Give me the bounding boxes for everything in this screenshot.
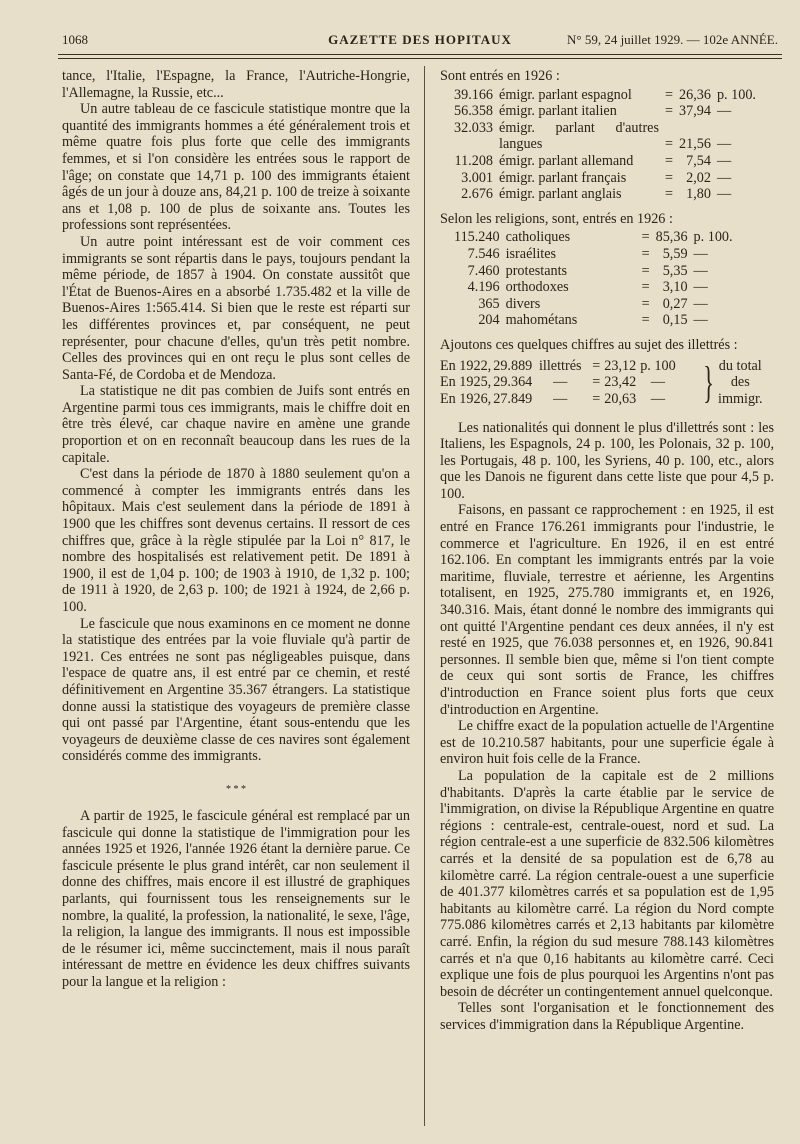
count-cell: 32.033	[454, 119, 494, 136]
count-cell: 2.676	[461, 186, 494, 203]
label-cell: catholiques	[505, 229, 571, 246]
percent-cell: 23,12	[604, 357, 637, 374]
issue-info: N° 59, 24 juillet 1929. — 102e ANNÉE.	[566, 32, 778, 47]
unit-cell: —	[716, 136, 732, 153]
count-cell: 204	[478, 312, 500, 329]
unit-cell: —	[693, 245, 708, 262]
count-cell: 27.849	[493, 390, 533, 407]
year-cell: En 1926,	[440, 390, 492, 407]
religions-intro: Selon les religions, sont, entrés en 1926 :	[440, 210, 673, 227]
unit-cell: —	[650, 390, 666, 407]
paragraph: Le fascicule que nous examinons en ce moment ne donne la statistique des entrées par la voie fluviale qu'à partir de 1921. Ces entrées ne sont pas négligeables puisque, dans l'espace de quatre ans, il est entré par ce chemin, et resté définitivement en Argentine 35.367 étrangers. La statistique donne aussi la statistique des voyageurs de première classe qui ont passé par l'Argentine, étant sous-entendu que les voyageurs de deuxième classe de ces navires sont également considérés comme des immigrants.	[62, 615, 410, 765]
page-number: 1068	[62, 32, 88, 47]
paragraph: C'est dans la période de 1870 à 1880 seulement qu'on a commencé à compter les immigrants entrés dans les hôpitaux. Mais c'est seulement dans la période de 1891 à 1900 que les chiffres sont devenus certains. Il ressort de ces chiffres que, grâce à la règle stipulée par la Loi n° 817, le nombre des hospitalisés est relativement petit. De 1891 à 1900, il est de 1,04 p. 100; de 1903 à 1910, de 1,32 p. 100; de 1911 à 1920, de 2,63 p. 100; de 1921 à 1924, de 2,66 p. 100.	[62, 466, 410, 615]
count-cell: 365	[478, 295, 500, 312]
year-cell: En 1922,	[440, 357, 492, 374]
paragraph: Faisons, en passant ce rapprochement : en 1925, il est entré en France 176.261 immigrants pour l'industrie, le commerce et l'agriculture. En 1926, il en est entré 162.106. En comptant les immigrants entrés par la voie maritime, fluviale, terrestre et aérienne, les Argentins totalisent, en 1925, 275.780 immigrants et, en 1926, 340.316. Mais, étant donné le nombre des immigrants qui ont quitté l'Argentine pendant ces deux années, il n'y est resté en 1925, que 76.038 personnes et, en 1926, 90.841 personnes. Il semble bien que, même si l'on tient compte de ceux qui sont sortis de France, les chiffres d'introduction en France soient plus forts que ceux d'introduction en Argentine.	[440, 502, 774, 718]
illiterates-note	[718, 358, 763, 408]
label-cell: émigr. parlant français	[499, 169, 627, 186]
label-cell: émigr. parlant espagnol	[499, 86, 632, 103]
paragraph: Un autre tableau de ce fascicule statistique montre que la quantité des immigrants hommes a été généralement trois et même quatre fois plus forte que celle des immigrants femmes, et si l'on considère les entrées sous le rapport de l'âge; on constate que 14,71 p. 100 des immigrants étaient âgés de un jour à douze ans, 84,21 p. 100 de treize à soixante ans et 1,08 p. 100 de plus de soixante ans. Toutes les professions sont représentées.	[62, 101, 410, 234]
count-cell: 29.889	[493, 357, 533, 374]
count-cell: 7.546	[467, 245, 500, 262]
note-line: immigr.	[718, 390, 763, 407]
table-row: 4.196 orthodoxes = 3,10 —	[454, 279, 733, 296]
label-cell: —	[553, 390, 568, 407]
table-row: En 1926, 27.849 — = 20,63 —	[440, 391, 676, 408]
percent-cell: 5,35	[662, 262, 688, 279]
header-rule-thin	[58, 58, 782, 59]
count-cell: 56.358	[454, 103, 494, 120]
count-cell: 3.001	[461, 169, 494, 186]
percent-cell: 20,63	[604, 390, 637, 407]
label-cell: mahométans	[505, 312, 578, 329]
paragraph: Le chiffre exact de la population actuelle de l'Argentine est de 10.210.587 habitants, pour une superficie égale à environ huit fois celle de la France.	[440, 718, 774, 768]
unit-cell: —	[693, 279, 708, 296]
label-cell: divers	[505, 295, 541, 312]
header-rule	[58, 54, 782, 55]
table-row: 2.676 émigr. parlant anglais = 1,80 —	[454, 186, 756, 203]
count-cell: 39.166	[454, 86, 494, 103]
label-cell: israélites	[505, 245, 557, 262]
label-cell: émigr. parlant allemand	[499, 152, 634, 169]
table-row: 32.033 émigr. parlant d'autres langues = 21,56 —	[454, 120, 756, 153]
table-row: 7.546 israélites = 5,59 —	[454, 246, 733, 263]
unit-cell: —	[716, 169, 732, 186]
illiterates-table	[440, 358, 676, 408]
table-row: En 1922, 29.889 illettrés = 23,12 p. 100	[440, 357, 676, 374]
table-row: 7.460 protestants = 5,35 —	[454, 263, 733, 280]
paragraph: tance, l'Italie, l'Espagne, la France, l'Autriche-Hongrie, l'Allemagne, la Russie, etc...	[62, 68, 410, 101]
percent-cell: 0,27	[662, 295, 688, 312]
percent-cell: 5,59	[662, 245, 688, 262]
count-cell: 29.364	[493, 374, 533, 391]
section-separator: * * *	[226, 783, 246, 795]
count-cell: 7.460	[467, 262, 500, 279]
percent-cell: 0,15	[662, 312, 688, 329]
percent-cell: 3,10	[662, 279, 688, 296]
percent-cell: 21,56	[679, 136, 711, 153]
table-row: 115.240 catholiques = 85,36 p. 100.	[454, 229, 733, 246]
unit-cell: —	[693, 295, 708, 312]
percent-cell: 2,02	[686, 169, 711, 186]
label-cell: émigr. parlant italien	[499, 103, 617, 120]
paragraph: A partir de 1925, le fascicule général est remplacé par un fascicule qui donne la statistique de l'immigration pour les années 1925 et 1926, l'année 1926 étant la dernière parue. Ce fascicule présente le plus grand intérêt, car non seulement il donne des chiffres, mais encore il est illustré de graphiques parlants, qui fournissent tous les renseignements sur le nombre, la qualité, la profession, la nationalité, le sexe, l'âge, la religion, la langue des immigrants. Il nous est impossible de le résumer ici, même succinctement, mais il nous paraît intéressant de mettre en évidence les deux chiffres suivants pour la langue et la religion :	[62, 807, 410, 990]
table-row: 365 divers = 0,27 —	[454, 296, 733, 313]
note-line: du total	[718, 357, 762, 374]
table-row: 11.208 émigr. parlant allemand = 7,54 —	[454, 153, 756, 170]
percent-cell: 26,36	[679, 86, 711, 103]
page-header	[58, 30, 782, 52]
count-cell: 4.196	[467, 279, 500, 296]
unit-cell: —	[716, 103, 732, 120]
year-cell: En 1925,	[440, 374, 492, 391]
left-column	[62, 68, 410, 990]
unit-cell: —	[693, 262, 708, 279]
languages-table	[454, 87, 756, 203]
unit-cell: p. 100.	[716, 86, 756, 103]
label-cell: protestants	[505, 262, 568, 279]
unit-cell: p. 100.	[693, 229, 733, 246]
paragraph: Les nationalités qui donnent le plus d'illettrés sont : les Italiens, les Espagnols, 24 p. 100, les Polonais, 32 p. 100, les Portugais, 48 p. 100, les Syriens, 40 p. 100, etc., alors que les Danois ne figurent dans cette liste que pour 4,5 p. 100.	[440, 419, 774, 502]
right-column	[440, 68, 774, 1033]
percent-cell: 1,80	[686, 186, 711, 203]
right-brace: }	[703, 357, 714, 407]
label-cell: —	[553, 374, 568, 391]
paragraph: La population de la capitale est de 2 millions d'habitants. D'après la carte établie par le service de l'immigration, on divise la République Argentine en quatre régions : centrale-est, centrale-ouest, nord et sud. La région centrale-est a une superficie de 832.506 kilomètres carrés et la densité de sa population est de 6,78 au kilomètre carré. La région centrale-ouest a une superficie de 401.377 kilomètres carrés et sa population est de 1,95 habitants au kilomètre carré. La région du Nord compte 775.086 kilomètres carrés et 2,13 habitants par kilomètre carré. Enfin, la région du sud mesure 788.143 kilomètres carrés et n'a que 0,16 habitants au kilomètre carré. Ceci explique une fois de plus pourquoi les Argentins n'ont pas besoin de décréter un contingentement annuel quelconque.	[440, 767, 774, 1000]
paragraph: Un autre point intéressant est de voir comment ces immigrants se sont répartis dans le pays, toujours pendant la même période, de 1857 à 1904. On constate aussitôt que l'État de Buenos-Aires en a absorbé 1.735.482 et la ville de Buenos-Aires 1:565.414. Si bien que le reste est réparti sur les différentes provinces et, par conséquent, ne peut représenter, pour chacune d'elles, qu'un très petit nombre. Celles des provinces qui en ont reçu le plus sont celles de Santa-Fé, de Cordoba et de Mendoza.	[62, 233, 410, 383]
table-row: 56.358 émigr. parlant italien = 37,94 —	[454, 103, 756, 120]
label-cell: illettrés	[538, 357, 582, 374]
languages-intro: Sont entrés en 1926 :	[440, 68, 560, 84]
count-cell: 11.208	[454, 152, 494, 169]
label-cell: orthodoxes	[505, 279, 569, 296]
unit-cell: —	[650, 374, 666, 391]
label-cell: émigr. parlant d'autres langues	[499, 119, 660, 153]
percent-cell: 37,94	[679, 103, 711, 120]
religions-table	[454, 229, 733, 329]
column-divider	[424, 66, 425, 1126]
illiterates-block	[440, 358, 774, 410]
note-line: des	[730, 374, 750, 391]
table-row: 204 mahométans = 0,15 —	[454, 312, 733, 329]
unit-cell: —	[693, 312, 708, 329]
illiterates-intro: Ajoutons ces quelques chiffres au sujet des illettrés :	[440, 336, 738, 353]
paragraph: Telles sont l'organisation et le fonctionnement des services d'immigration dans la République Argentine.	[440, 1000, 774, 1033]
table-row: 3.001 émigr. parlant français = 2,02 —	[454, 170, 756, 187]
paragraph: La statistique ne dit pas combien de Juifs sont entrés en Argentine parmi tous ces immigrants, mais le chiffre doit en être très élevé, car chaque navire en amène une grande proportion et on en reconnaît beaucoup dans les rues de la capitale.	[62, 383, 410, 466]
label-cell: émigr. parlant anglais	[499, 186, 622, 203]
percent-cell: 23,42	[604, 374, 637, 391]
percent-cell: 85,36	[655, 229, 688, 246]
count-cell: 115.240	[454, 229, 500, 246]
percent-cell: 7,54	[686, 152, 711, 169]
unit-cell: p. 100	[640, 357, 676, 374]
table-row: 39.166 émigr. parlant espagnol = 26,36 p. 100.	[454, 86, 756, 103]
unit-cell: —	[716, 186, 732, 203]
table-row: En 1925, 29.364 — = 23,42 —	[440, 374, 676, 391]
unit-cell: —	[716, 152, 732, 169]
journal-title: GAZETTE DES HOPITAUX	[328, 32, 512, 47]
